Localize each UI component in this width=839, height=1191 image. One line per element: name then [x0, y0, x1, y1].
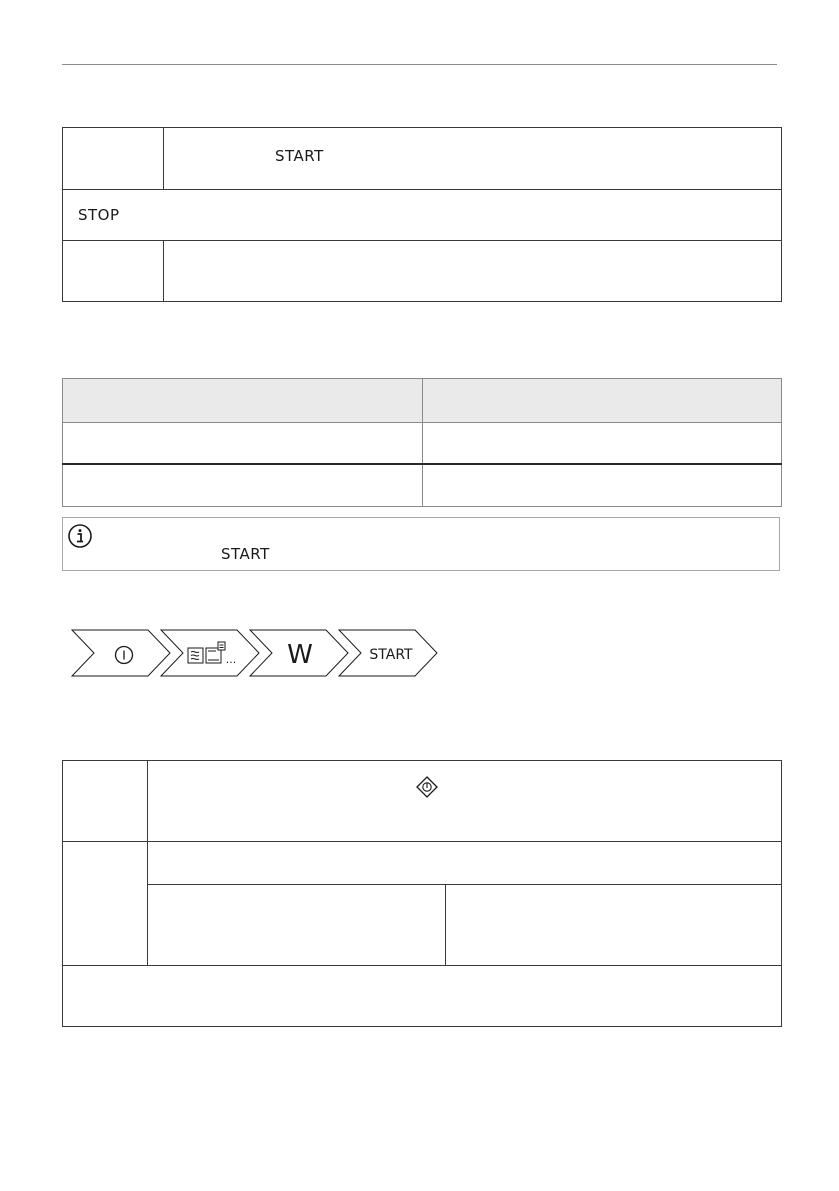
- info-note: [62, 517, 780, 571]
- note-start-label: START: [221, 545, 270, 563]
- step-1-chevron: [72, 630, 170, 676]
- table-cell: [164, 128, 782, 190]
- table-row: [63, 464, 782, 507]
- table-cell: [63, 128, 164, 190]
- table-header-cell: [63, 379, 423, 423]
- table-cell: [148, 885, 446, 966]
- table-cell: [63, 966, 782, 1027]
- table-cell: [164, 241, 782, 302]
- step3-label: W: [287, 640, 313, 670]
- table-header-row: [63, 379, 782, 423]
- table-cell: [423, 423, 782, 465]
- table-row: [63, 128, 782, 190]
- steps-table-2: [62, 378, 782, 507]
- table-cell: [63, 842, 148, 966]
- table-row: [63, 966, 782, 1027]
- info-icon: [67, 523, 93, 553]
- step2-ellipsis: ...: [225, 653, 237, 666]
- table-row: [63, 761, 782, 842]
- table-cell: [148, 761, 782, 842]
- step-2-chevron: [161, 630, 259, 676]
- table-cell: [446, 885, 782, 966]
- table-row: [63, 885, 782, 966]
- table-row: [63, 842, 782, 885]
- start-label: START: [275, 147, 324, 165]
- table-cell: [63, 423, 423, 465]
- table-cell: [423, 464, 782, 507]
- operation-sequence: [70, 629, 440, 679]
- table-header-cell: [423, 379, 782, 423]
- stop-label: STOP: [78, 206, 120, 224]
- table-row: [63, 241, 782, 302]
- table-row: [63, 190, 782, 241]
- start-diamond-icon: [416, 776, 438, 802]
- table-cell: [63, 190, 782, 241]
- step4-label: START: [369, 647, 413, 663]
- table-row: [63, 423, 782, 465]
- table-cell: [148, 842, 782, 885]
- table-cell: [63, 464, 423, 507]
- header-rule: [62, 64, 777, 65]
- table-cell: [63, 761, 148, 842]
- steps-table-3: [62, 760, 782, 1027]
- steps-table-1: [62, 127, 782, 302]
- table-cell: [63, 241, 164, 302]
